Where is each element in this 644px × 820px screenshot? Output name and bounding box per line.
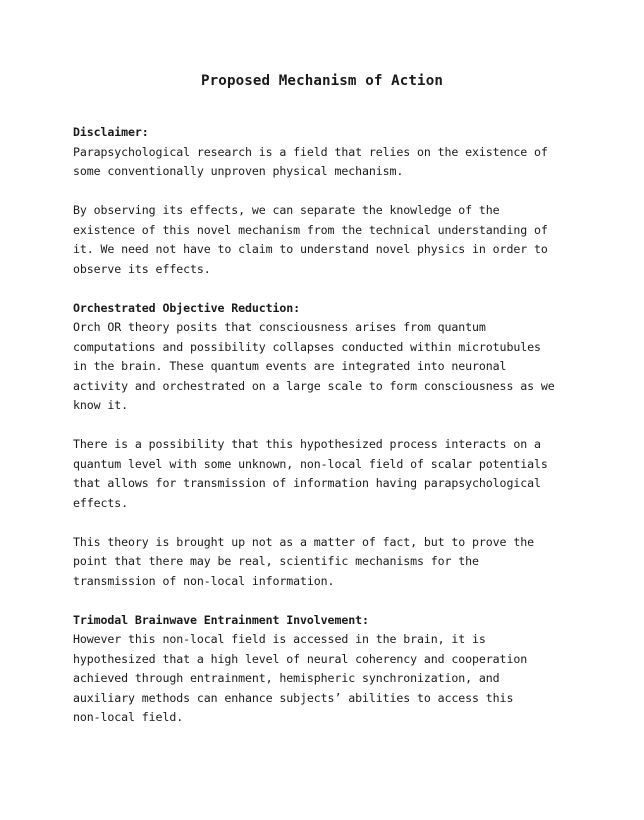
- section-heading-disclaimer: Disclaimer:: [73, 125, 149, 139]
- paragraph-spacer: [73, 182, 593, 202]
- paragraph-spacer: [73, 591, 593, 611]
- paragraph: This theory is brought up not as a matter of fact, but to prove the point that there may be real, scientific mechanisms for the transmission of non-local information.: [73, 534, 534, 588]
- paragraph: Parapsychological research is a field that relies on the existence of some conventionally unproven physical mechanism.: [73, 144, 548, 178]
- paragraph: There is a possibility that this hypothesized process interacts on a quantum level with some unknown, non-local field of scalar potentials that allows for transmission of information having parapsychological effects.: [73, 437, 548, 510]
- paragraph-spacer: [73, 279, 593, 299]
- paragraph: However this non-local field is accessed in the brain, it is hypothesized that a high level of neural coherency and cooperation achieved through entrainment, hemispheric synchronization, and auxiliary methods can enhance subjects’ abilities to access this non-local field.: [73, 632, 528, 724]
- document-body: [73, 123, 593, 728]
- paragraph: Orch OR theory posits that consciousness arises from quantum computations and possibility collapses conducted within microtubules in the brain. These quantum events are integrated into neuronal activity and orchestrated on a large scale to form consciousness as we know it.: [73, 320, 555, 412]
- section-heading-trimodal: Trimodal Brainwave Entrainment Involvement:: [73, 612, 369, 627]
- page-title: Proposed Mechanism of Action: [201, 73, 443, 89]
- paragraph-spacer: [73, 513, 593, 533]
- section-heading-orch-or: Orchestrated Objective Reduction:: [73, 300, 301, 315]
- paragraph-spacer: [73, 416, 593, 436]
- paragraph: By observing its effects, we can separate the knowledge of the existence of this novel mechanism from the technical understanding of it. We need not have to claim to understand novel physics in order to observe its effects.: [73, 203, 548, 276]
